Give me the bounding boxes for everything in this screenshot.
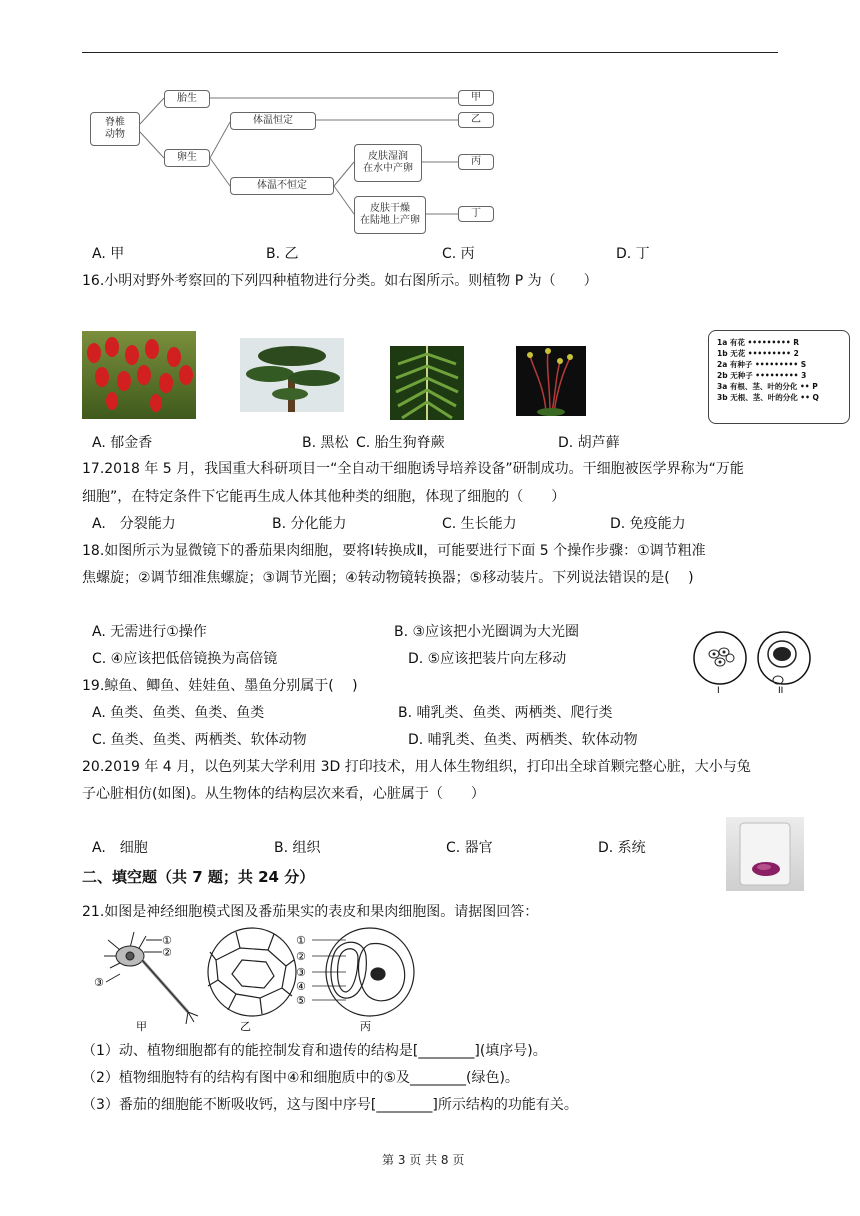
q16-option-b[interactable]: B. 黑松 [302, 435, 349, 451]
q21-sub3: （3）番茄的细胞能不断吸收钙，这与图中序号[________]所示结构的功能有关。 [82, 1097, 578, 1113]
section-2-heading: 二、填空题（共 7 题；共 24 分） [82, 868, 315, 886]
q20-stem-line2: 子心脏相仿(如图)。从生物体的结构层次来看，心脏属于（ ） [82, 786, 485, 802]
q15-option-c[interactable]: C. 丙 [442, 246, 475, 262]
heart-in-vial-icon [726, 817, 804, 891]
neuron-diagram [104, 932, 198, 1024]
diagram-root: 脊椎 动物 [90, 112, 140, 146]
q17-option-d[interactable]: D. 免疫能力 [610, 516, 686, 532]
pulp-label-3: ③ [296, 966, 306, 979]
q18-option-c[interactable]: C. ④应该把低倍镜换为高倍镜 [92, 651, 278, 667]
q15-option-a[interactable]: A. 甲 [92, 246, 125, 262]
q20-option-d[interactable]: D. 系统 [598, 840, 646, 856]
diagram-temp-constant: 体温恒定 [230, 112, 316, 130]
plant-dichotomous-key [708, 330, 850, 424]
q19-option-c[interactable]: C. 鱼类、鱼类、两栖类、软体动物 [92, 732, 307, 748]
pine-photo [240, 338, 344, 412]
q17-option-a[interactable]: A. 分裂能力 [92, 516, 176, 532]
diagram-viviparous: 胎生 [164, 90, 210, 108]
q18-option-d[interactable]: D. ⑤应该把装片向左移动 [408, 651, 567, 667]
q20-option-a[interactable]: A. 细胞 [92, 840, 148, 856]
q17-stem-line1: 17.2018 年 5 月，我国重大科研项目一“全自动干细胞诱导培养设备”研制成功。干细胞被医学界称为“万能 [82, 461, 744, 477]
q16-option-c[interactable]: C. 胎生狗脊蕨 [356, 435, 445, 451]
diagram-temp-variable: 体温不恒定 [230, 177, 334, 195]
q17-option-c[interactable]: C. 生长能力 [442, 516, 517, 532]
diagram-leaf-ding: 丁 [458, 206, 494, 222]
key-line: 2a 有种子 ••••••••• S [717, 360, 807, 369]
q18-stem-line2: 焦螺旋；②调节细准焦螺旋；③调节光圈；④转动物镜转换器；⑤移动装片。下列说法错误的是( ) [82, 570, 694, 586]
field-label-1: I [717, 686, 720, 694]
diagram-skin-dry: 皮肤干燥 在陆地上产卵 [354, 196, 426, 234]
moss-icon [516, 346, 586, 416]
field-label-2: II [778, 686, 784, 694]
pulp-label-1: ① [296, 934, 306, 947]
epidermis-diagram [208, 928, 296, 1016]
diagram-oviparous: 卵生 [164, 149, 210, 167]
diagram-connectors [86, 86, 506, 236]
tulip-icon [82, 331, 196, 419]
q20-option-c[interactable]: C. 器官 [446, 840, 493, 856]
q16-stem: 16.小明对野外考察回的下列四种植物进行分类。如右图所示。则植物 P 为（ ） [82, 273, 598, 289]
diagram-leaf-yi: 乙 [458, 112, 494, 128]
fern-photo [390, 346, 464, 420]
q18-stem-line1: 18.如图所示为显微镜下的番茄果肉细胞，要将Ⅰ转换成Ⅱ，可能要进行下面 5 个操作步骤：①调节粗准 [82, 543, 706, 559]
q18-option-a[interactable]: A. 无需进行①操作 [92, 624, 207, 640]
q21-sub2: （2）植物细胞特有的结构有图中④和细胞质中的⑤及________(绿色)。 [82, 1070, 519, 1086]
printed-heart-photo [726, 817, 804, 891]
neuron-label-3: ③ [94, 976, 104, 989]
figure-label-jia: 甲 [136, 1020, 147, 1033]
key-line: 3a 有根、茎、叶的分化 •• P [717, 382, 818, 391]
diagram-leaf-bing: 丙 [458, 154, 494, 170]
key-line: 1a 有花 ••••••••• R [717, 338, 800, 347]
figure-label-bing: 丙 [360, 1020, 371, 1033]
microscope-fields-figure [692, 630, 822, 694]
neuron-label-1: ① [162, 934, 172, 947]
q15-option-b[interactable]: B. 乙 [266, 246, 299, 262]
pulp-label-2: ② [296, 950, 306, 963]
pulp-label-5: ⑤ [296, 994, 306, 1007]
tulip-photo [82, 331, 196, 419]
neuron-label-2: ② [162, 946, 172, 959]
q16-option-d[interactable]: D. 胡芦藓 [558, 435, 620, 451]
figure-label-yi: 乙 [240, 1020, 251, 1033]
q19-option-b[interactable]: B. 哺乳类、鱼类、两栖类、爬行类 [398, 705, 613, 721]
q17-option-b[interactable]: B. 分化能力 [272, 516, 347, 532]
page-footer: 第 3 页 共 8 页 [382, 1153, 465, 1167]
top-rule [82, 52, 778, 53]
key-line: 1b 无花 ••••••••• 2 [717, 349, 799, 358]
q21-sub1: （1）动、植物细胞都有的能控制发育和遗传的结构是[________](填序号)。 [82, 1043, 547, 1059]
q21-stem: 21.如图是神经细胞模式图及番茄果实的表皮和果肉细胞图。请据图回答： [82, 904, 539, 920]
q15-option-d[interactable]: D. 丁 [616, 246, 650, 262]
q20-option-b[interactable]: B. 组织 [274, 840, 321, 856]
q19-stem: 19.鲸鱼、鲫鱼、娃娃鱼、墨鱼分别属于( ) [82, 678, 358, 694]
q20-stem-line1: 20.2019 年 4 月，以色列某大学利用 3D 打印技术，用人体生物组织，打印出全球首颗完整心脏，大小与兔 [82, 759, 751, 775]
fern-icon [390, 346, 464, 420]
pine-tree-icon [240, 338, 344, 412]
cell-diagrams-figure [90, 926, 420, 1034]
diagram-leaf-jia: 甲 [458, 90, 494, 106]
pulp-label-4: ④ [296, 980, 306, 993]
q18-option-b[interactable]: B. ③应该把小光圈调为大光圈 [394, 624, 580, 640]
diagram-skin-moist: 皮肤湿润 在水中产卵 [354, 144, 422, 182]
moss-photo [516, 346, 586, 416]
q19-option-d[interactable]: D. 哺乳类、鱼类、两栖类、软体动物 [408, 732, 638, 748]
q16-option-a[interactable]: A. 郁金香 [92, 435, 153, 451]
q19-option-a[interactable]: A. 鱼类、鱼类、鱼类、鱼类 [92, 705, 265, 721]
key-line: 2b 无种子 ••••••••• 3 [717, 371, 807, 380]
key-line: 3b 无根、茎、叶的分化 •• Q [717, 393, 819, 402]
q17-stem-line2: 细胞”，在特定条件下它能再生成人体其他种类的细胞，体现了细胞的（ ） [82, 489, 566, 505]
